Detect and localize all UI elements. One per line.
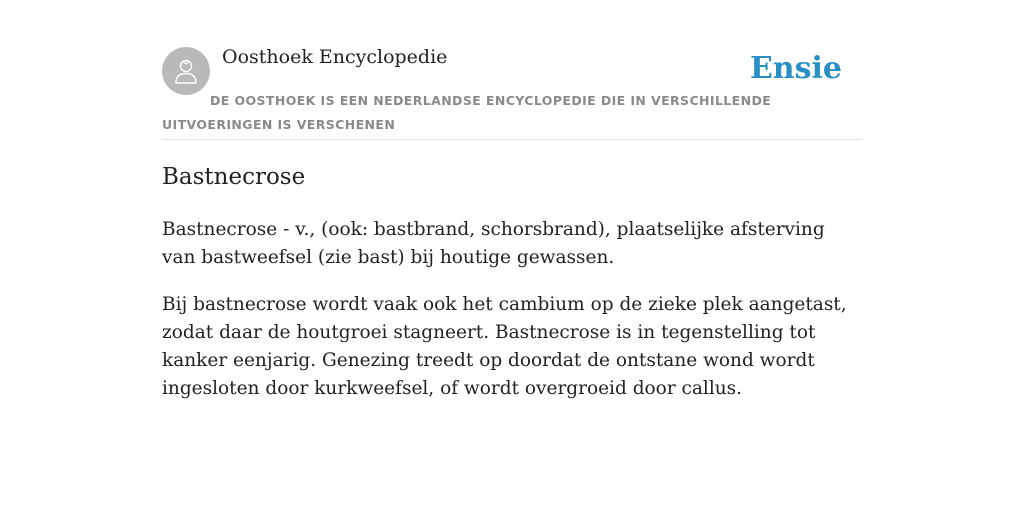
page-title: Bastnecrose <box>162 164 306 190</box>
article-paragraph: Bij bastnecrose wordt vaak ook het cambium op de zieke plek aangetast, zodat daar de houtgroei stagneert. Bastnecrose is in tegenstelling tot kanker eenjarig. Genezing treedt op doordat de ontstane wond wordt ingesloten door kurkweefsel, of wordt overgroeid door callus. <box>162 294 847 399</box>
article-body <box>162 216 862 422</box>
user-icon <box>171 56 201 86</box>
source-name[interactable]: Oosthoek Encyclopedie <box>222 46 448 68</box>
source-header <box>162 0 862 140</box>
page-container <box>162 0 862 399</box>
ensie-logo[interactable]: Ensie <box>749 51 842 86</box>
avatar[interactable] <box>162 47 210 95</box>
article-paragraph: Bastnecrose - v., (ook: bastbrand, schorsbrand), plaatselijke afsterving van bastweefsel (zie bast) bij houtige gewassen. <box>162 219 825 268</box>
source-tagline: DE OOSTHOEK IS EEN NEDERLANDSE ENCYCLOPEDIE DIE IN VERSCHILLENDE UITVOERINGEN IS VERSCHENEN <box>162 93 772 132</box>
